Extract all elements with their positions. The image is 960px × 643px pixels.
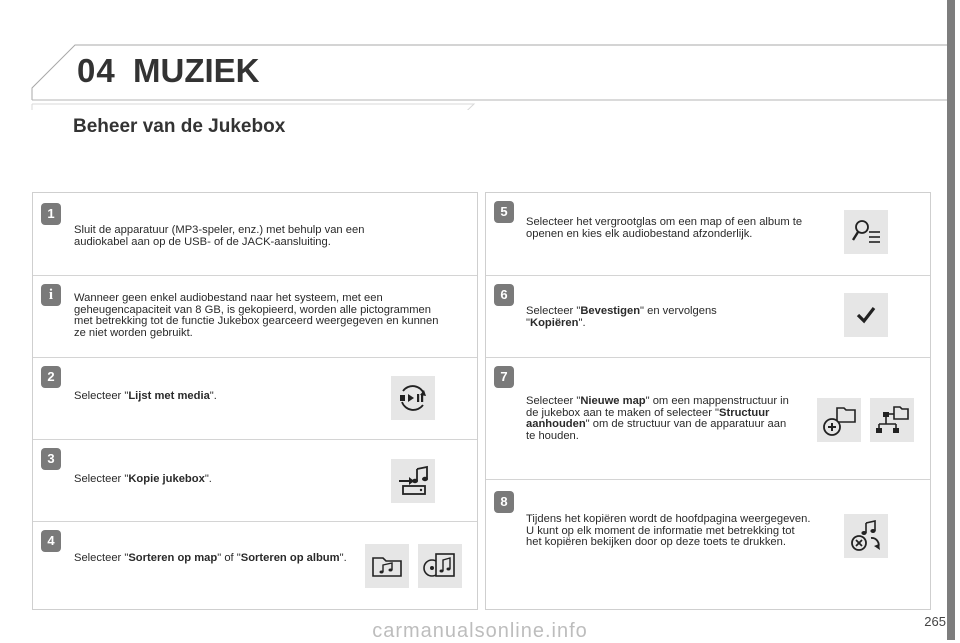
step-text: Selecteer het vergrootglas om een map of een album te openen en kies elk audiobestand afzonderlijk. (526, 216, 803, 240)
step-text: Selecteer "Lijst met media". (74, 390, 217, 402)
step-text: Selecteer "Kopie jukebox". (74, 473, 212, 485)
info-badge: i (41, 284, 61, 306)
checkmark-icon (844, 293, 888, 337)
chapter-title: MUZIEK (133, 52, 260, 89)
step-badge: 7 (494, 366, 514, 388)
keep-structure-icon (870, 398, 914, 442)
sort-by-folder-button[interactable] (365, 544, 409, 588)
step-row-5 (486, 193, 930, 275)
steps-panel-left (32, 192, 478, 610)
copy-jukebox-icon (391, 459, 435, 503)
magnifier-list-icon (844, 210, 888, 254)
watermark: carmanualsonline.info (372, 620, 588, 642)
new-folder-icon (817, 398, 861, 442)
chapter-number: 04 (77, 52, 116, 89)
info-row (33, 275, 477, 358)
step-row-7 (486, 357, 930, 480)
sort-by-album-button[interactable] (418, 544, 462, 588)
step-badge: 3 (41, 448, 61, 470)
step-text: Selecteer "Bevestigen" en vervolgens "Kopiëren". (526, 305, 717, 329)
step-badge: 2 (41, 366, 61, 388)
chapter-edge-bar (947, 0, 955, 640)
step-text: Tijdens het kopiëren wordt de hoofdpagina weergegeven. U kunt op elk moment de informatie met betrekking tot het kopiëren bekijken door op deze toets te drukken. (526, 513, 811, 549)
step-text: Sluit de apparatuur (MP3-speler, enz.) met behulp van een audiokabel aan op de USB- of de JACK-aansluiting. (74, 224, 365, 248)
step-row-2 (33, 357, 477, 440)
copy-progress-button[interactable] (844, 514, 888, 558)
step-row-3 (33, 439, 477, 522)
step-badge: 8 (494, 491, 514, 513)
step-text: Selecteer "Nieuwe map" om een mappenstructuur in de jukebox aan te maken of selecteer "Structuur aanhouden" om de structuur van de apparatuur aan te houden. (526, 395, 789, 442)
magnifier-button[interactable] (844, 210, 888, 254)
step-row-6 (486, 275, 930, 358)
step-row-8 (486, 479, 930, 610)
keep-structure-button[interactable] (870, 398, 914, 442)
step-row-1 (33, 193, 477, 275)
copy-progress-icon (844, 514, 888, 558)
sort-by-album-icon (418, 544, 462, 588)
step-badge: 1 (41, 203, 61, 225)
step-text: Selecteer "Sorteren op map" of "Sorteren op album". (74, 552, 347, 564)
step-badge: 5 (494, 201, 514, 223)
confirm-button[interactable] (844, 293, 888, 337)
step-badge: 6 (494, 284, 514, 306)
new-folder-button[interactable] (817, 398, 861, 442)
media-list-icon (391, 376, 435, 420)
sort-by-folder-icon (365, 544, 409, 588)
media-list-button[interactable] (391, 376, 435, 420)
step-row-4 (33, 521, 477, 610)
step-badge: 4 (41, 530, 61, 552)
steps-panel-right (485, 192, 931, 610)
page-number: 265 (924, 614, 946, 629)
copy-jukebox-button[interactable] (391, 459, 435, 503)
section-title: Beheer van de Jukebox (73, 116, 286, 137)
info-text: Wanneer geen enkel audiobestand naar het systeem, met een geheugencapaciteit van 8 GB, is gekopieerd, worden alle pictogrammen met betrekking tot de functie Jukebox gearceerd weergegeven en kunnen ze niet worden gebruikt. (74, 292, 439, 339)
